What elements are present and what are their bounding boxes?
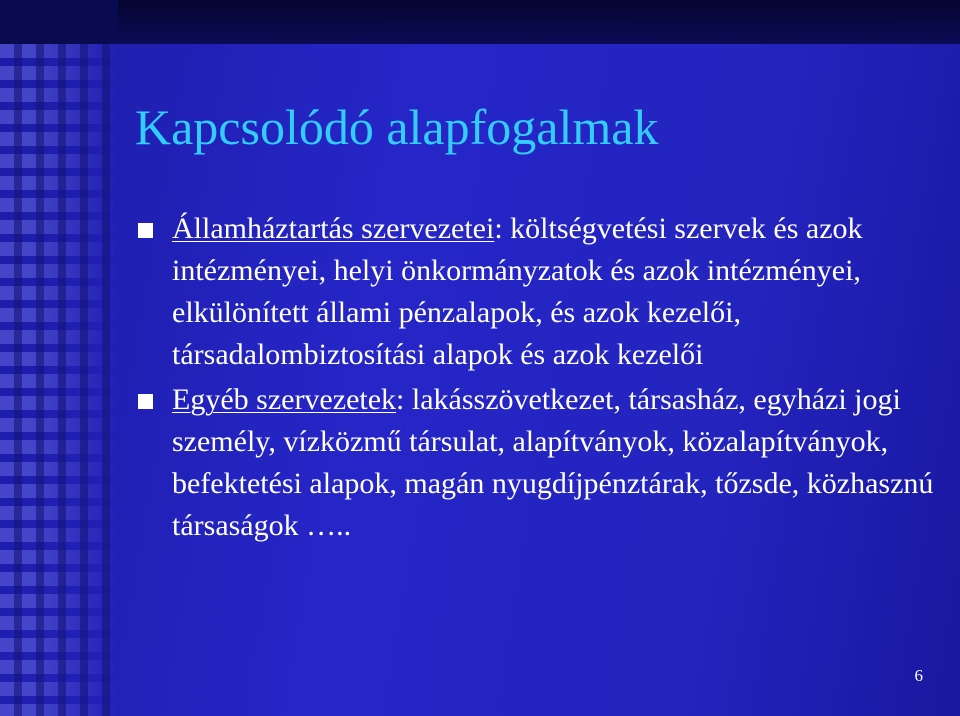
bullet-list [172, 208, 942, 550]
bullet-term: Államháztartás szervezetei [172, 212, 495, 245]
bullet-term: Egyéb szervezetek [172, 383, 397, 416]
bullet-item-public-finance [172, 208, 942, 376]
slide-title: Kapcsolódó alapfogalmak [135, 99, 659, 155]
decorative-top-band [118, 0, 960, 44]
decorative-left-grid [0, 0, 118, 716]
bullet-item-other-organizations [172, 379, 942, 547]
decorative-corner [0, 0, 118, 44]
bullet-text: : lakásszövetkezet, társasház, egyházi jogi személy, vízközmű társulat, alapítványok, közalapítványok, befektetési alapok, magán nyugdíjpénztárak, tőzsde, közhasznú társaságok ….. [172, 383, 934, 542]
square-bullet-icon [138, 223, 153, 238]
square-bullet-icon [138, 394, 153, 409]
page-number: 6 [914, 666, 923, 685]
bullet-text: : költségvetési szervek és azok intézményei, helyi önkormányzatok és azok intézményei, elkülönített állami pénzalapok, és azok kezelői, társadalombiztosítási alapok és azok kezelői [172, 212, 863, 371]
